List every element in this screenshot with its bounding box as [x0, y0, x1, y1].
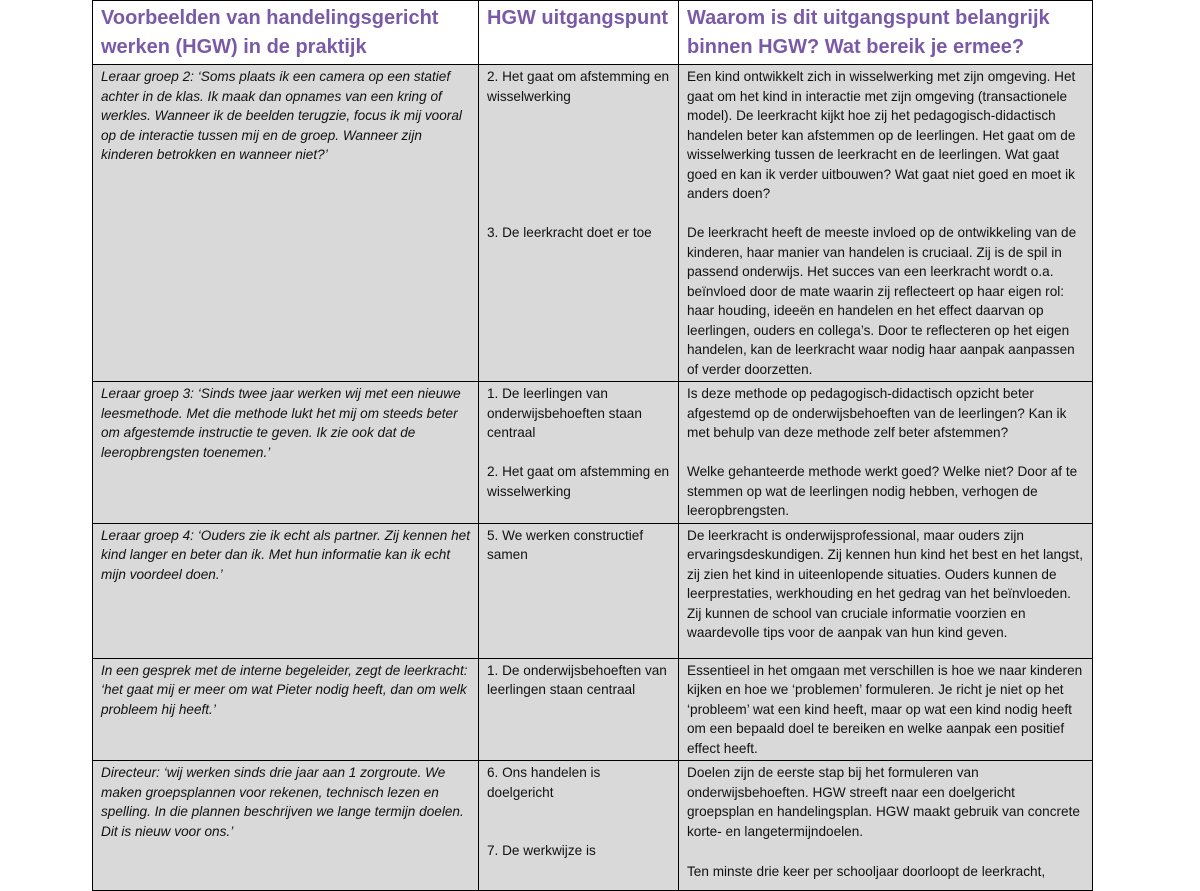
explanation-cell — [679, 523, 1093, 658]
explanation-text: Essentieel in het omgaan met verschillen is hoe we naar kinderen kijken en hoe we ‘problemen’ formuleren. Je richt je niet op het ‘probleem’ wat een kind heeft, maar op wat een kind nodig heeft om een bepaald doel te bereiken en welke aanpak een positief effect heeft. — [687, 662, 1083, 756]
principle-text: 2. Het gaat om afstemming en wisselwerking — [487, 464, 670, 499]
header-why: Waarom is dit uitgangspunt belangrijk binnen HGW? Wat bereik je ermee? — [679, 1, 1093, 65]
principle-cell — [479, 65, 679, 382]
explanation-text: De leerkracht is onderwijsprofessional, maar ouders zijn ervaringsdeskundigen. Zij kennen hun kind het best en het langst, zij zien het kind in uiteenlopende situaties. Ouders kunnen de leerprestaties, werkhouding en het gedrag van het beïnvloeden. Zij kunnen de school van cruciale informatie voorzien en waardevolle tips voor de aanpak van hun kind geven. — [687, 527, 1083, 640]
table-row — [93, 658, 1093, 761]
example-cell: Leraar groep 2: ‘Soms plaats ik een camera op een statief achter in de klas. Ik maak dan opnames van een kring of werkles. Wanneer ik de beelden terugzie, focus ik mij vooral op de interactie tussen mij en de groep. Wanneer zijn kinderen betrokken en wanneer niet?’ — [93, 65, 479, 382]
explanation-cell — [679, 65, 1093, 382]
principle-text: 2. Het gaat om afstemming en wisselwerking — [487, 69, 670, 104]
example-cell: Leraar groep 4: ‘Ouders zie ik echt als partner. Zij kennen het kind langer en beter dan ik. Met hun informatie kan ik echt mijn voordeel doen.’ — [93, 523, 479, 658]
table-row — [93, 382, 1093, 524]
table-row — [93, 65, 1093, 382]
principle-text: 1. De leerlingen van onderwijsbehoeften staan centraal — [487, 386, 642, 440]
document-page — [92, 0, 1093, 891]
example-cell: In een gesprek met de interne begeleider, zegt de leerkracht: ‘het gaat mij er meer om wat Pieter nodig heeft, dan om welk probleem hij heeft.’ — [93, 658, 479, 761]
explanation-text: Ten minste drie keer per schooljaar doorloopt de leerkracht, — [687, 864, 1046, 879]
principle-text: 6. Ons handelen is doelgericht — [487, 765, 601, 800]
header-row — [93, 1, 1093, 65]
principle-text: 7. De werkwijze is — [487, 843, 596, 858]
principle-cell — [479, 382, 679, 524]
principle-text: 3. De leerkracht doet er toe — [487, 225, 652, 240]
header-examples: Voorbeelden van handelingsgericht werken (HGW) in de praktijk — [93, 1, 479, 65]
explanation-text: Doelen zijn de eerste stap bij het formuleren van onderwijsbehoeften. HGW streeft naar een doelgericht groepsplan en handelingsplan. HGW maakt gebruik van concrete korte- en langetermijndoelen. — [687, 765, 1080, 839]
hgw-table — [92, 0, 1093, 891]
explanation-cell — [679, 658, 1093, 761]
explanation-text: Is deze methode op pedagogisch-didactisch opzicht beter afgestemd op de onderwijsbehoeften van de leerlingen? Kan ik met behulp van deze methode zelf beter afstemmen? — [687, 386, 1067, 440]
explanation-cell — [679, 761, 1093, 891]
explanation-text: De leerkracht heeft de meeste invloed op de ontwikkeling van de kinderen, haar manier van handelen is cruciaal. Zij is de spil in passend onderwijs. Het succes van een leerkracht wordt o.a. beïnvloed door de mate waarin zij reflecteert op haar eigen rol: haar houding, ideeën en handelen en het effect daarvan op leerlingen, ouders en collega’s. Door te reflecteren op het eigen handelen, kan de leerkracht waar nodig haar aanpak aanpassen of verder doorzetten. — [687, 225, 1077, 377]
explanation-text: Een kind ontwikkelt zich in wisselwerking met zijn omgeving. Het gaat om het kind in interactie met zijn omgeving (transactionele model). De leerkracht kijkt hoe zij het pedagogisch-didactisch handelen beter kan afstemmen op de leerlingen. Het gaat om de wisselwerking tussen de leerkracht en de leerlingen. Wat gaat goed en kan ik verder uitbouwen? Wat gaat niet goed en moet ik anders doen? — [687, 69, 1076, 201]
header-principle: HGW uitgangspunt — [479, 1, 679, 65]
principle-text: 1. De onderwijsbehoeften van leerlingen staan centraal — [487, 662, 667, 697]
explanation-cell — [679, 382, 1093, 524]
principle-text: 5. We werken constructief samen — [487, 527, 644, 562]
example-cell: Leraar groep 3: ‘Sinds twee jaar werken wij met een nieuwe leesmethode. Met die methode lukt het mij om steeds beter om afgestemde instructie te geven. Ik zie ook dat de leeropbrengsten toenemen.’ — [93, 382, 479, 524]
table-row — [93, 523, 1093, 658]
explanation-text: Welke gehanteerde methode werkt goed? Welke niet? Door af te stemmen op wat de leerlingen nodig hebben, verhogen de leeropbrengsten. — [687, 464, 1078, 518]
principle-cell — [479, 523, 679, 658]
example-cell: Directeur: ‘wij werken sinds drie jaar aan 1 zorgroute. We maken groepsplannen voor rekenen, technisch lezen en spelling. In die plannen beschrijven we lange termijn doelen. Dit is nieuw voor ons.’ — [93, 761, 479, 891]
principle-cell — [479, 761, 679, 891]
principle-cell — [479, 658, 679, 761]
table-row — [93, 761, 1093, 891]
